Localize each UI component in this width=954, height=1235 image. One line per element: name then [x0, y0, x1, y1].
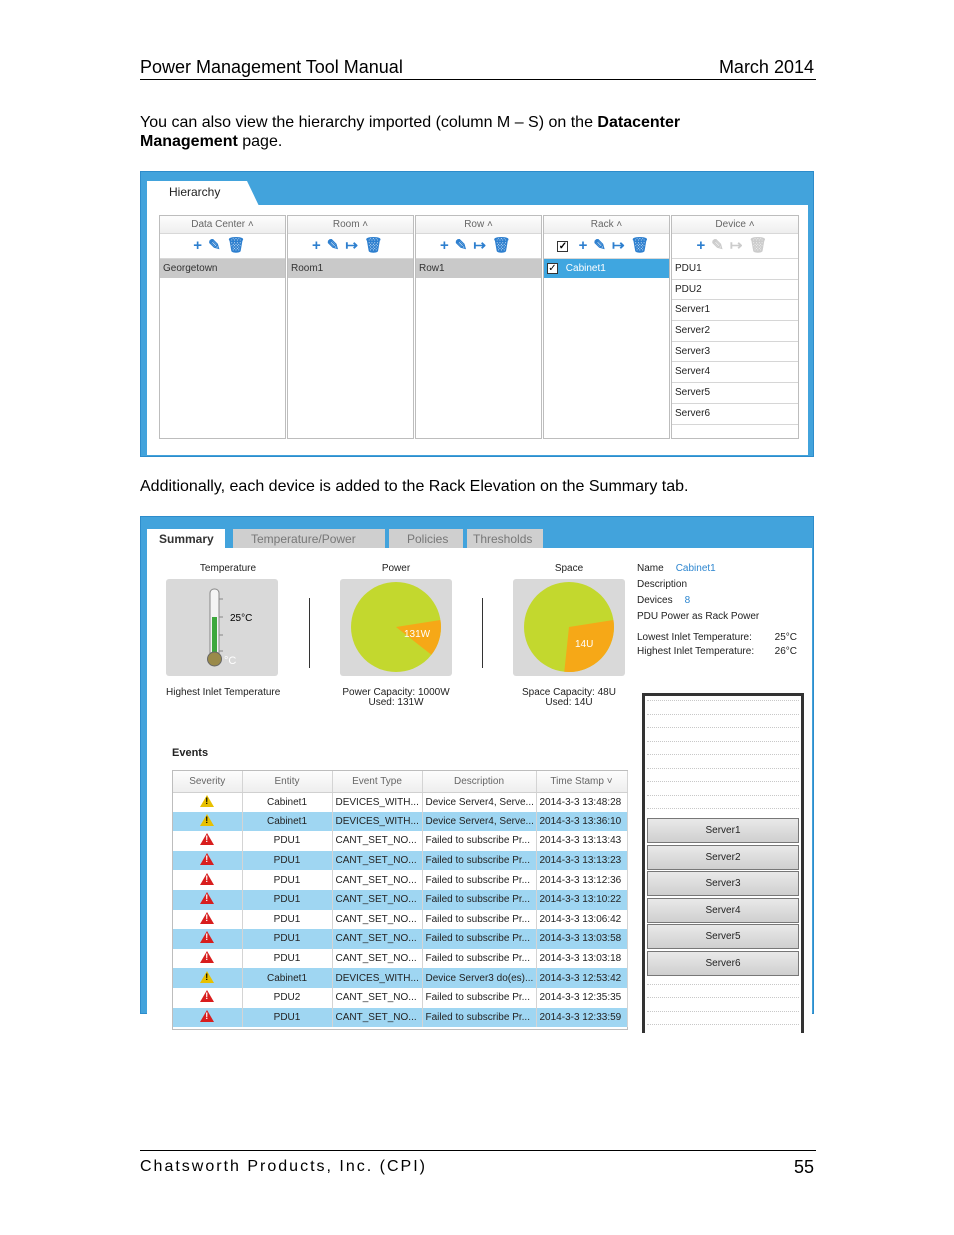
- delete-icon: 🗑: [748, 237, 774, 254]
- tab-hierarchy[interactable]: Hierarchy: [147, 181, 247, 206]
- event-entity: PDU1: [242, 831, 332, 851]
- edit-icon[interactable]: ✎: [454, 237, 474, 254]
- table-row[interactable]: [173, 792, 627, 812]
- table-row[interactable]: [173, 890, 627, 910]
- critical-icon: !: [200, 853, 214, 865]
- add-icon[interactable]: +: [696, 237, 712, 254]
- event-time: 2014-3-3 13:36:10: [536, 812, 627, 832]
- rack-server[interactable]: Server4: [647, 898, 799, 923]
- column-header-severity[interactable]: Severity: [173, 771, 242, 792]
- event-entity: PDU1: [242, 851, 332, 871]
- edit-icon[interactable]: ✎: [326, 237, 346, 254]
- event-time: 2014-3-3 12:33:59: [536, 1008, 627, 1028]
- hierarchy-screenshot: [140, 171, 814, 457]
- event-desc: Failed to subscribe Pr...: [422, 988, 536, 1008]
- temperature-caption: Highest Inlet Temperature: [166, 687, 281, 698]
- event-entity: Cabinet1: [242, 968, 332, 988]
- rack-column: [543, 215, 670, 439]
- move-icon[interactable]: ↦: [473, 237, 492, 254]
- device-column: [671, 215, 799, 439]
- event-type: CANT_SET_NO...: [332, 890, 422, 910]
- events-table: [172, 770, 628, 1030]
- critical-icon: !: [200, 951, 214, 963]
- select-all-checkbox[interactable]: ✓: [558, 240, 568, 252]
- column-header[interactable]: Rack ˄: [544, 216, 669, 234]
- event-time: 2014-3-3 13:03:18: [536, 949, 627, 969]
- event-entity: PDU1: [242, 929, 332, 949]
- add-icon[interactable]: +: [193, 237, 209, 254]
- device-list-item[interactable]: Server3: [672, 342, 798, 363]
- critical-icon: !: [200, 990, 214, 1002]
- device-list-item[interactable]: Server4: [672, 362, 798, 383]
- move-icon: ↦: [729, 237, 749, 254]
- event-entity: PDU1: [242, 949, 332, 969]
- move-icon[interactable]: ↦: [611, 237, 631, 254]
- row-checkbox[interactable]: ✓: [548, 262, 557, 274]
- space-title: Space: [554, 563, 584, 574]
- column-header-event-type[interactable]: Event Type: [332, 771, 422, 792]
- event-type: DEVICES_WITH...: [332, 968, 422, 988]
- power-gauge: [340, 579, 452, 676]
- tab-policies[interactable]: Policies: [389, 529, 463, 549]
- event-time: 2014-3-3 12:35:35: [536, 988, 627, 1008]
- critical-icon: !: [200, 912, 214, 924]
- event-entity: PDU1: [242, 1008, 332, 1028]
- rack-server[interactable]: Server2: [647, 845, 799, 870]
- column-toolbar: [416, 234, 541, 259]
- delete-icon[interactable]: 🗑: [491, 237, 517, 254]
- event-desc: Failed to subscribe Pr...: [422, 929, 536, 949]
- table-row[interactable]: [173, 929, 627, 949]
- event-desc: Failed to subscribe Pr...: [422, 851, 536, 871]
- event-entity: PDU1: [242, 890, 332, 910]
- event-type: CANT_SET_NO...: [332, 851, 422, 871]
- column-toolbar: [672, 234, 798, 259]
- event-desc: Failed to subscribe Pr...: [422, 890, 536, 910]
- manual-title: Power Management Tool Manual: [140, 57, 403, 77]
- warning-icon: !: [200, 795, 214, 807]
- device-list: [672, 259, 798, 425]
- cabinet-info: Name Cabinet1 Description Devices 8 PDU Power as Rack Power Lowest Inlet Temperature: 25°C Highest Inlet Temperature: 26°C: [637, 563, 797, 657]
- event-entity: PDU1: [242, 910, 332, 930]
- event-entity: Cabinet1: [242, 792, 332, 812]
- table-row[interactable]: [173, 812, 627, 832]
- summary-panel: [147, 548, 812, 1023]
- column-header[interactable]: Data Center ˄: [160, 216, 285, 234]
- device-list-item[interactable]: Server6: [672, 404, 798, 425]
- table-row[interactable]: [173, 831, 627, 851]
- table-row[interactable]: [173, 910, 627, 930]
- event-type: CANT_SET_NO...: [332, 949, 422, 969]
- temperature-reading: 25°C: [230, 613, 253, 624]
- event-entity: Cabinet1: [242, 812, 332, 832]
- rack-server[interactable]: Server6: [647, 951, 799, 976]
- summary-screenshot: [140, 516, 814, 1023]
- event-time: 2014-3-3 13:06:42: [536, 910, 627, 930]
- event-time: 2014-3-3 13:03:58: [536, 929, 627, 949]
- column-header[interactable]: Room ˄: [288, 216, 413, 234]
- warning-icon: !: [200, 814, 214, 826]
- critical-icon: !: [200, 892, 214, 904]
- table-row[interactable]: [173, 870, 627, 890]
- event-type: CANT_SET_NO...: [332, 1008, 422, 1028]
- critical-icon: !: [200, 931, 214, 943]
- event-desc: Device Server4, Serve...: [422, 812, 536, 832]
- event-desc: Failed to subscribe Pr...: [422, 910, 536, 930]
- rack-server[interactable]: Server1: [647, 818, 799, 843]
- event-desc: Failed to subscribe Pr...: [422, 949, 536, 969]
- list-item[interactable]: ✓ Cabinet1: [544, 259, 669, 278]
- event-time: 2014-3-3 13:12:36: [536, 870, 627, 890]
- column-header-entity[interactable]: Entity: [242, 771, 332, 792]
- event-type: CANT_SET_NO...: [332, 910, 422, 930]
- tab-summary[interactable]: Summary: [147, 529, 225, 549]
- intro-paragraph: You can also view the hierarchy imported (column M – S) on the Datacenter Management page.: [140, 114, 681, 150]
- event-desc: Failed to subscribe Pr...: [422, 1008, 536, 1028]
- list-item[interactable]: Row1: [416, 259, 541, 278]
- space-slice-label: 14U: [575, 639, 594, 650]
- list-item[interactable]: Room1: [288, 259, 413, 278]
- tab-thresholds[interactable]: Thresholds: [467, 529, 543, 549]
- event-type: DEVICES_WITH...: [332, 792, 422, 812]
- temperature-title: Temperature: [199, 563, 257, 574]
- event-desc: Device Server3 do(es)...: [422, 968, 536, 988]
- warning-icon: !: [200, 971, 214, 983]
- move-icon[interactable]: ↦: [345, 237, 364, 254]
- event-time: 2014-3-3 13:13:43: [536, 831, 627, 851]
- power-slice-label: 131W: [404, 629, 431, 640]
- column-toolbar: [160, 234, 285, 259]
- devices-count-link[interactable]: 8: [684, 595, 691, 606]
- row-column: [415, 215, 542, 439]
- second-paragraph: Additionally, each device is added to the Rack Elevation on the Summary tab.: [140, 478, 689, 495]
- device-list-item[interactable]: Server5: [672, 383, 798, 404]
- thermometer-icon: [166, 579, 278, 676]
- critical-icon: !: [200, 833, 214, 845]
- critical-icon: !: [200, 1010, 214, 1022]
- table-row[interactable]: [173, 1008, 627, 1028]
- room-column: [287, 215, 414, 439]
- page-footer: [140, 1150, 816, 1177]
- edit-icon[interactable]: ✎: [208, 237, 227, 254]
- column-header-description[interactable]: Description: [422, 771, 536, 792]
- column-header[interactable]: Device ˄: [672, 216, 798, 234]
- device-list-item[interactable]: Server1: [672, 300, 798, 321]
- event-desc: Failed to subscribe Pr...: [422, 870, 536, 890]
- power-caption: Power Capacity: 1000W Used: 131W: [342, 687, 450, 708]
- device-list-item[interactable]: PDU1: [672, 259, 798, 280]
- rack-elevation: [642, 693, 804, 1033]
- delete-icon[interactable]: 🗑: [363, 237, 389, 254]
- page-header: [140, 56, 816, 80]
- rack-server[interactable]: Server5: [647, 924, 799, 949]
- critical-icon: !: [200, 873, 214, 885]
- event-time: 2014-3-3 13:10:22: [536, 890, 627, 910]
- column-header-time-stamp[interactable]: Time Stamp ˅: [536, 771, 627, 792]
- event-desc: Failed to subscribe Pr...: [422, 831, 536, 851]
- event-time: 2014-3-3 13:13:23: [536, 851, 627, 871]
- page-number: 55: [793, 1157, 814, 1177]
- tab-temperature-power[interactable]: Temperature/Power: [233, 529, 385, 549]
- manual-date: March 2014: [718, 57, 814, 77]
- add-icon[interactable]: +: [440, 237, 455, 254]
- add-icon[interactable]: +: [312, 237, 327, 254]
- event-type: CANT_SET_NO...: [332, 831, 422, 851]
- table-row[interactable]: [173, 851, 627, 871]
- edit-icon: ✎: [711, 237, 730, 254]
- event-type: CANT_SET_NO...: [332, 988, 422, 1008]
- table-row[interactable]: [173, 968, 627, 988]
- column-toolbar: [544, 234, 669, 259]
- event-entity: PDU1: [242, 870, 332, 890]
- column-toolbar: [288, 234, 413, 259]
- space-caption: Space Capacity: 48U Used: 14U: [522, 687, 616, 708]
- events-title: Events: [172, 747, 209, 759]
- event-type: DEVICES_WITH...: [332, 812, 422, 832]
- table-row[interactable]: [173, 988, 627, 1008]
- hierarchy-panel: [147, 205, 808, 455]
- event-type: CANT_SET_NO...: [332, 929, 422, 949]
- device-list-item[interactable]: PDU2: [672, 280, 798, 301]
- event-desc: Device Server4, Serve...: [422, 792, 536, 812]
- list-item[interactable]: Georgetown: [160, 259, 285, 278]
- datacenter-column: [159, 215, 286, 439]
- column-header[interactable]: Row ˄: [416, 216, 541, 234]
- event-time: 2014-3-3 13:48:28: [536, 792, 627, 812]
- table-row[interactable]: [173, 949, 627, 969]
- event-type: CANT_SET_NO...: [332, 870, 422, 890]
- delete-icon[interactable]: 🗑: [226, 237, 252, 254]
- temperature-gauge: [166, 579, 278, 676]
- rack-server[interactable]: Server3: [647, 871, 799, 896]
- event-time: 2014-3-3 12:53:42: [536, 968, 627, 988]
- temperature-unit: °C: [224, 655, 237, 667]
- cabinet-name-link[interactable]: Cabinet1: [675, 563, 716, 574]
- event-entity: PDU2: [242, 988, 332, 1008]
- device-list-item[interactable]: Server2: [672, 321, 798, 342]
- space-gauge: [513, 579, 625, 676]
- edit-icon[interactable]: ✎: [593, 237, 612, 254]
- company-name: Chatsworth Products, Inc. (CPI): [140, 1158, 427, 1175]
- add-icon[interactable]: +: [578, 237, 594, 254]
- power-title: Power: [381, 563, 411, 574]
- delete-icon[interactable]: 🗑: [630, 237, 656, 254]
